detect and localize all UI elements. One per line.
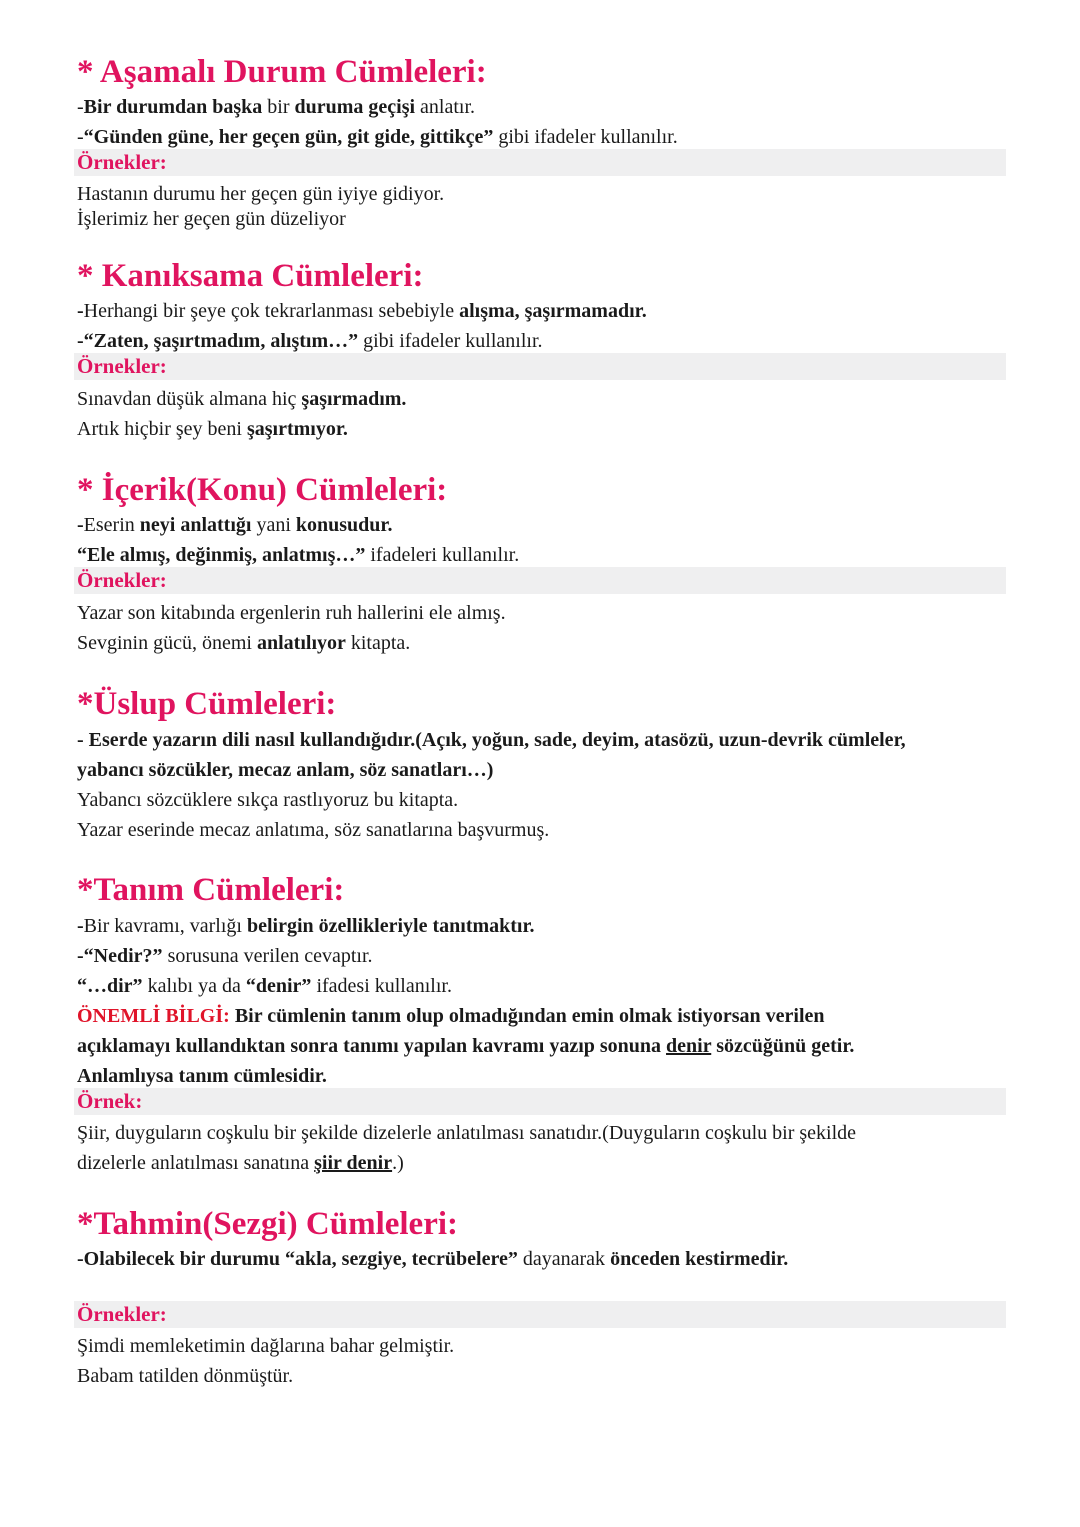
usage-line: “Ele almış, değinmiş, anlatmış…” ifadeleri kullanılır. bbox=[77, 544, 520, 566]
important-note: Anlamlıysa tanım cümlesidir. bbox=[77, 1065, 327, 1087]
example-line: Artık hiçbir şey beni şaşırtmıyor. bbox=[77, 418, 348, 440]
example-line: Şimdi memleketimin dağlarına bahar gelmiştir. bbox=[77, 1335, 455, 1357]
definition-line: -Bir durumdan başka bir duruma geçişi anlatır. bbox=[77, 96, 476, 118]
definition-line: -Olabilecek bir durumu “akla, sezgiye, tecrübelere” dayanarak önceden kestirmedir. bbox=[77, 1248, 789, 1270]
section-title: *Tahmin(Sezgi) Cümleleri: bbox=[77, 1206, 458, 1242]
usage-line: -“Zaten, şaşırtmadım, alıştım…” gibi ifadeler kullanılır. bbox=[77, 330, 543, 352]
important-note: ÖNEMLİ BİLGİ: Bir cümlenin tanım olup olmadığından emin olmak istiyorsan verilen bbox=[77, 1005, 825, 1027]
example-line: Sevginin gücü, önemi anlatılıyor kitapta. bbox=[77, 632, 411, 654]
important-note: açıklamayı kullandıktan sonra tanımı yapılan kavramı yazıp sonuna denir sözcüğünü getir. bbox=[77, 1035, 855, 1057]
usage-line: “…dir” kalıbı ya da “denir” ifadesi kullanılır. bbox=[77, 975, 452, 997]
example-line: Hastanın durumu her geçen gün iyiye gidiyor. bbox=[77, 183, 445, 205]
definition-line: - Eserde yazarın dili nasıl kullandığıdır.(Açık, yoğun, sade, deyim, atasözü, uzun-devrik cümleler, bbox=[77, 729, 906, 751]
examples-header: Örnekler: bbox=[74, 353, 1006, 380]
section-title: * Kanıksama Cümleleri: bbox=[77, 258, 424, 294]
definition-line: -Bir kavramı, varlığı belirgin özellikleriyle tanıtmaktır. bbox=[77, 915, 535, 937]
example-line: Sınavdan düşük almana hiç şaşırmadım. bbox=[77, 388, 407, 410]
definition-line: yabancı sözcükler, mecaz anlam, söz sanatları…) bbox=[77, 759, 494, 781]
definition-line: -“Nedir?” sorusuna verilen cevaptır. bbox=[77, 945, 373, 967]
example-line: Babam tatilden dönmüştür. bbox=[77, 1365, 294, 1387]
example-line: İşlerimiz her geçen gün düzeliyor bbox=[77, 208, 346, 230]
example-line: Yazar son kitabında ergenlerin ruh hallerini ele almış. bbox=[77, 602, 506, 624]
definition-line: -Eserin neyi anlattığı yani konusudur. bbox=[77, 514, 393, 536]
definition-line: -Herhangi bir şeye çok tekrarlanması sebebiyle alışma, şaşırmamadır. bbox=[77, 300, 647, 322]
example-line: Yazar eserinde mecaz anlatıma, söz sanatlarına başvurmuş. bbox=[77, 819, 550, 841]
section-title: * İçerik(Konu) Cümleleri: bbox=[77, 472, 448, 508]
important-note-label: ÖNEMLİ BİLGİ: bbox=[77, 1005, 230, 1027]
section-title: *Üslup Cümleleri: bbox=[77, 686, 337, 722]
example-line: dizelerle anlatılması sanatına şiir denir.) bbox=[77, 1152, 404, 1174]
section-title: *Tanım Cümleleri: bbox=[77, 872, 345, 908]
example-line: Yabancı sözcüklere sıkça rastlıyoruz bu kitapta. bbox=[77, 789, 459, 811]
examples-header: Örnekler: bbox=[74, 1301, 1006, 1328]
example-header: Örnek: bbox=[74, 1088, 1006, 1115]
section-title: * Aşamalı Durum Cümleleri: bbox=[77, 54, 487, 90]
examples-header: Örnekler: bbox=[74, 567, 1006, 594]
example-line: Şiir, duyguların coşkulu bir şekilde dizelerle anlatılması sanatıdır.(Duyguların coşkulu bir şekilde bbox=[77, 1122, 857, 1144]
usage-line: -“Günden güne, her geçen gün, git gide, gittikçe” gibi ifadeler kullanılır. bbox=[77, 126, 678, 148]
examples-header: Örnekler: bbox=[74, 149, 1006, 176]
